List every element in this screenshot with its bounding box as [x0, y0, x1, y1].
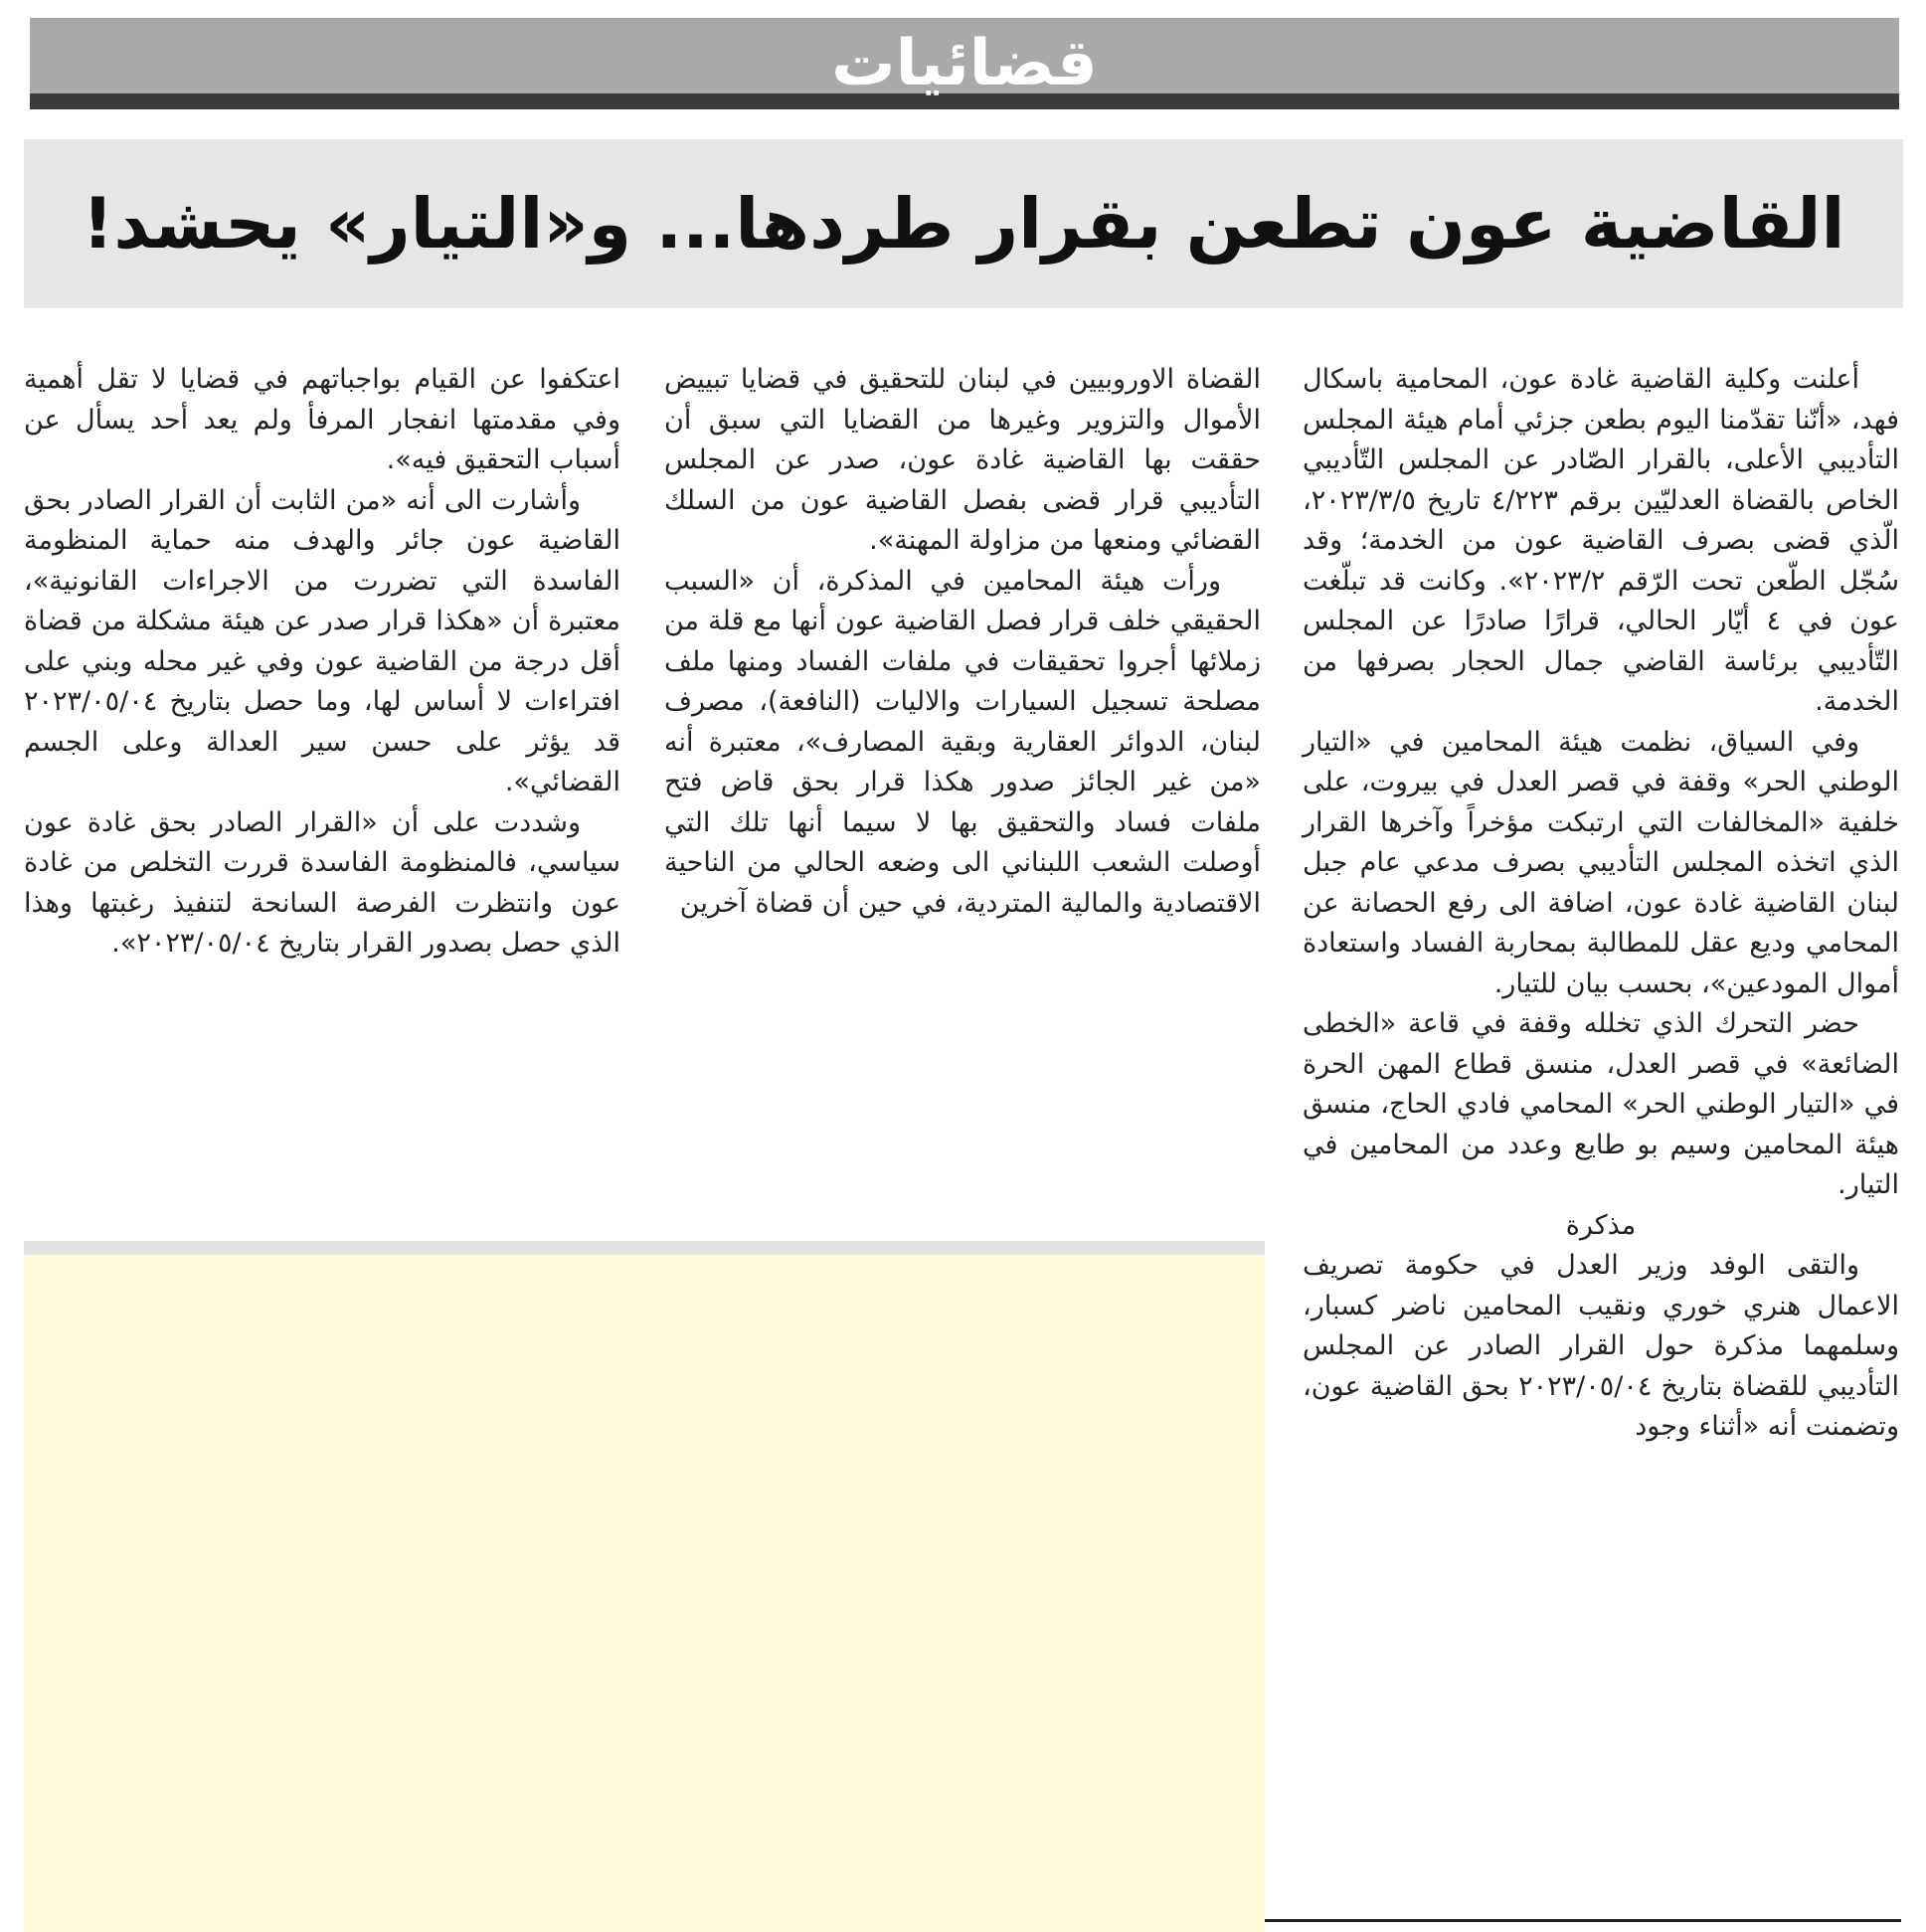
paragraph: ورأت هيئة المحامين في المذكرة، أن «السبب الحقيقي خلف قرار فصل القاضية عون أنها مع قلة من زملائها أجروا تحقيقات في ملفات الفساد ومنها ملف مصلحة تسجيل السيارات والاليات (النافعة)، مصرف لبنان، الدوائر العقارية وبقية المصارف»، معتبرة أنه «من غير الجائز صدور هكذا قرار بحق قاض فتح ملفات فساد والتحقيق بها لا سيما أنها تلك التي أوصلت الشعب اللبناني الى وضعه الحالي من الناحية الاقتصادية والمالية المتردية، في حين أن قضاة آخرين: [664, 565, 1261, 919]
paragraph: القضاة الاوروبيين في لبنان للتحقيق في قضايا تبييض الأموال والتزوير وغيرها من القضايا التي سبق أن حققت بها القاضية غادة عون، صدر عن المجلس التأديبي قرار قضى بفصل القاضية عون من السلك القضائي ومنعها من مزاولة المهنة».: [664, 364, 1261, 556]
subheading: مذكرة: [1565, 1209, 1637, 1241]
section-label: قضائيات: [831, 27, 1098, 100]
article-column-left: [24, 360, 620, 965]
paragraph: أعلنت وكلية القاضية غادة عون، المحامية باسكال فهد، «أنّنا تقدّمنا اليوم بطعن جزئي أمام هيئة المجلس التأديبي الأعلى، بالقرار الصّادر عن المجلس التّأديبي الخاص بالقضاة العدليّين برقم ٤/٢٢٣ تاريخ ٢٠٢٣/٣/٥، الّذي قضى بصرف القاضية عون من الخدمة؛ وقد سُجّل الطّعن تحت الرّقم ٢٠٢٣/٢». وكانت قد تبلّغت عون في ٤ أيّار الحالي، قرارًا صادرًا عن المجلس التّأديبي برئاسة القاضي جمال الحجار بصرفها من الخدمة.: [1303, 364, 1899, 717]
column-bottom-rule: [1265, 1919, 1901, 1922]
article-column-right: [1303, 360, 1899, 1448]
paragraph: وفي السياق، نظمت هيئة المحامين في «التيار الوطني الحر» وقفة في قصر العدل في بيروت، على خلفية «المخالفات التي ارتبكت مؤخراً وآخرها القرار الذي اتخذه المجلس التأديبي بصرف مدعي عام جبل لبنان القاضية غادة عون، اضافة الى رفع الحصانة عن المحامي وديع عقل للمطالبة بمحاربة الفساد واستعادة أموال المودعين»، بحسب بيان للتيار.: [1303, 726, 1899, 999]
article-column-middle: [664, 360, 1261, 924]
paragraph: وأشارت الى أنه «من الثابت أن القرار الصادر بحق القاضية عون جائر والهدف منه حماية المنظومة الفاسدة التي تضررت من الاجراءات القانونية»، معتبرة أن «هكذا قرار صدر عن هيئة مشكلة من قضاة أقل درجة من القاضية عون وفي غير محله وبني على افتراءات لا أساس لها، وما حصل بتاريخ ٢٠٢٣/٠٥/٠٤ قد يؤثر على حسن سير العدالة وعلى الجسم القضائي».: [24, 484, 620, 797]
article-headline: القاضية عون تطعن بقرار طردها... و«التيار» يحشد!: [82, 183, 1845, 264]
paragraph: وشددت على أن «القرار الصادر بحق غادة عون سياسي، فالمنظومة الفاسدة قررت التخلص من غادة عون وانتظرت الفرصة السانحة لتنفيذ رغبتها وهذا الذي حصل بصدور القرار بتاريخ ٢٠٢٣/٠٥/٠٤».: [24, 806, 620, 959]
blank-ad-space: [24, 1255, 1265, 1932]
paragraph: والتقى الوفد وزير العدل في حكومة تصريف الاعمال هنري خوري ونقيب المحامين ناضر كسبار، وسلمهما مذكرة حول القرار الصادر عن المجلس التأديبي للقضاة بتاريخ ٢٠٢٣/٠٥/٠٤ بحق القاضية عون، وتضمنت أنه «أثناء وجود: [1303, 1250, 1899, 1442]
paragraph: اعتكفوا عن القيام بواجباتهم في قضايا لا تقل أهمية وفي مقدمتها انفجار المرفأ ولم يعد أحد يسأل عن أسباب التحقيق فيه».: [24, 364, 620, 475]
paragraph: حضر التحرك الذي تخلله وقفة في قاعة «الخطى الضائعة» في قصر العدل، منسق قطاع المهن الحرة في «التيار الوطني الحر» المحامي فادي الحاج، منسق هيئة المحامين وسيم بو طايع وعدد من المحامين في التيار.: [1303, 1008, 1899, 1200]
ad-divider: [24, 1241, 1265, 1255]
